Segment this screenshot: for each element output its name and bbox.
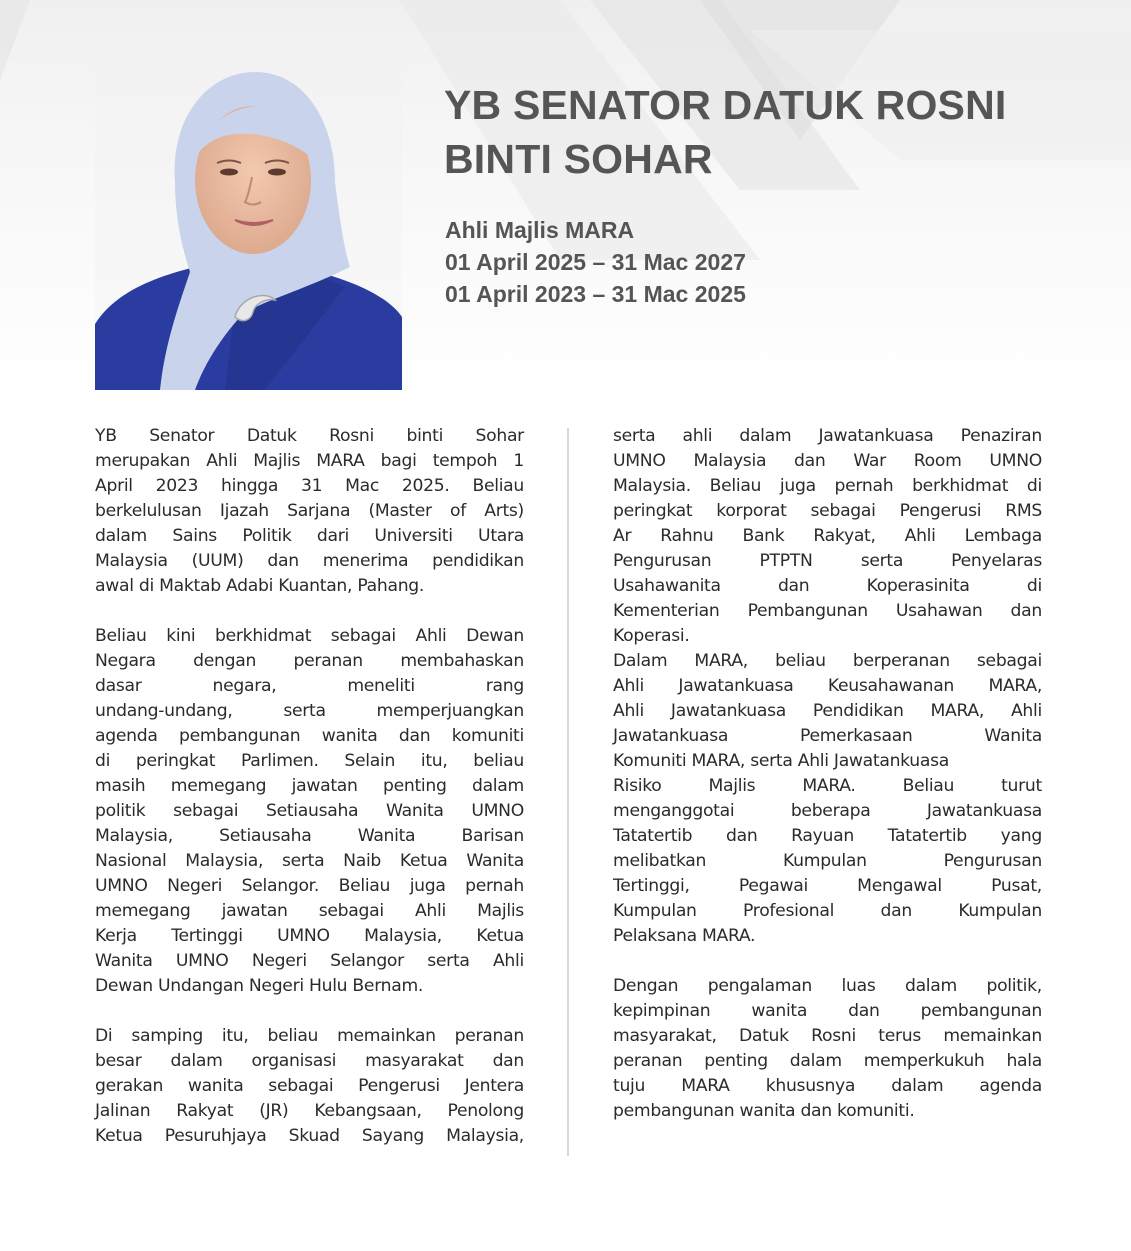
title-line: BINTI SOHAR [444,136,713,182]
text-line: kepimpinan wanita dan pembangunan [613,1001,1042,1021]
text-line: undang-undang, serta memperjuangkan [95,701,524,721]
column-divider [567,428,569,1156]
text-line: peranan penting dalam memperkukuh hala [613,1051,1042,1071]
text-line: Negara dengan peranan membahaskan [95,651,524,671]
text-line: merupakan Ahli Majlis MARA bagi tempoh 1 [95,451,524,471]
text-line: Di samping itu, beliau memainkan peranan [95,1026,524,1046]
text-line: Koperasi. [613,626,690,646]
paragraph-corporate-roles [613,424,1042,649]
text-line: Jalinan Rakyat (JR) Kebangsaan, Penolong [95,1101,524,1121]
text-line: Ahli Jawatankuasa Pendidikan MARA, Ahli [613,701,1042,721]
text-line: masyarakat, Datuk Rosni terus memainkan [613,1026,1042,1046]
text-line: Pengurusan PTPTN serta Penyelaras [613,551,1042,571]
text-line: Usahawanita dan Koperasinita di [613,576,1042,596]
text-line: Ketua Pesuruhjaya Skuad Sayang Malaysia, [95,1126,524,1146]
role-title: Ahli Majlis MARA [445,217,635,243]
portrait-photo [95,62,402,390]
text-line: agenda pembangunan wanita dan komuniti [95,726,524,746]
paragraph-political-roles [95,624,524,999]
text-line: awal di Maktab Adabi Kuantan, Pahang. [95,576,425,596]
person-portrait-icon [95,62,402,390]
text-line: tuju MARA khususnya dalam agenda [613,1076,1042,1096]
paragraph-community-roles [95,1024,524,1149]
text-line: melibatkan Kumpulan Pengurusan [613,851,1042,871]
text-line: Nasional Malaysia, serta Naib Ketua Wanita [95,851,524,871]
paragraph-mara-roles [613,649,1042,949]
text-line: di peringkat Parlimen. Selain itu, beliau [95,751,524,771]
text-line: serta ahli dalam Jawatankuasa Penaziran [613,426,1042,446]
text-line: Pelaksana MARA. [613,926,756,946]
text-line: UMNO Negeri Selangor. Beliau juga pernah [95,876,524,896]
text-line: masih memegang jawatan penting dalam [95,776,524,796]
page-title [444,78,1104,186]
text-line: besar dalam organisasi masyarakat dan [95,1051,524,1071]
text-line: UMNO Malaysia dan War Room UMNO [613,451,1042,471]
text-line: pembangunan wanita dan komuniti. [613,1101,915,1121]
text-line: Jawatankuasa Pemerkasaan Wanita [613,726,1042,746]
text-line: Risiko Majlis MARA. Beliau turut [613,776,1042,796]
bg-shape [0,0,30,80]
position-info [445,214,945,310]
text-line: Dalam MARA, beliau berperanan sebagai [613,651,1042,671]
text-line: Dewan Undangan Negeri Hulu Bernam. [95,976,424,996]
text-line: Kerja Tertinggi UMNO Malaysia, Ketua [95,926,524,946]
term-period: 01 April 2023 – 31 Mac 2025 [445,281,746,307]
text-line: Beliau kini berkhidmat sebagai Ahli Dewan [95,626,524,646]
text-line: Dengan pengalaman luas dalam politik, [613,976,1042,996]
paragraph-education [95,424,524,599]
text-line: Ahli Jawatankuasa Keusahawanan MARA, [613,676,1042,696]
text-line: Tertinggi, Pegawai Mengawal Pusat, [613,876,1042,896]
title-line: YB SENATOR DATUK ROSNI [444,82,1007,128]
text-line: Kumpulan Profesional dan Kumpulan [613,901,1042,921]
text-line: gerakan wanita sebagai Pengerusi Jentera [95,1076,524,1096]
text-line: Kementerian Pembangunan Usahawan dan [613,601,1042,621]
text-line: Ar Rahnu Bank Rakyat, Ahli Lembaga [613,526,1042,546]
text-line: memegang jawatan sebagai Ahli Majlis [95,901,524,921]
text-line: Tatatertib dan Rayuan Tatatertib yang [613,826,1042,846]
text-line: berkelulusan Ijazah Sarjana (Master of Arts) [95,501,524,521]
text-line: Malaysia (UUM) dan menerima pendidikan [95,551,524,571]
text-line: YB Senator Datuk Rosni binti Sohar [95,426,524,446]
text-line: Komuniti MARA, serta Ahli Jawatankuasa [613,751,950,771]
biography-left-column [95,424,524,1149]
text-line: menganggotai beberapa Jawatankuasa [613,801,1042,821]
text-line: politik sebagai Setiausaha Wanita UMNO [95,801,524,821]
paragraph-conclusion [613,974,1042,1124]
term-period: 01 April 2025 – 31 Mac 2027 [445,249,746,275]
text-line: Wanita UMNO Negeri Selangor serta Ahli [95,951,524,971]
text-line: April 2023 hingga 31 Mac 2025. Beliau [95,476,524,496]
text-line: Malaysia, Setiausaha Wanita Barisan [95,826,524,846]
text-line: dasar negara, meneliti rang [95,676,524,696]
text-line: dalam Sains Politik dari Universiti Utara [95,526,524,546]
text-line: peringkat korporat sebagai Pengerusi RMS [613,501,1042,521]
biography-right-column [613,424,1042,1124]
text-line: Malaysia. Beliau juga pernah berkhidmat di [613,476,1042,496]
